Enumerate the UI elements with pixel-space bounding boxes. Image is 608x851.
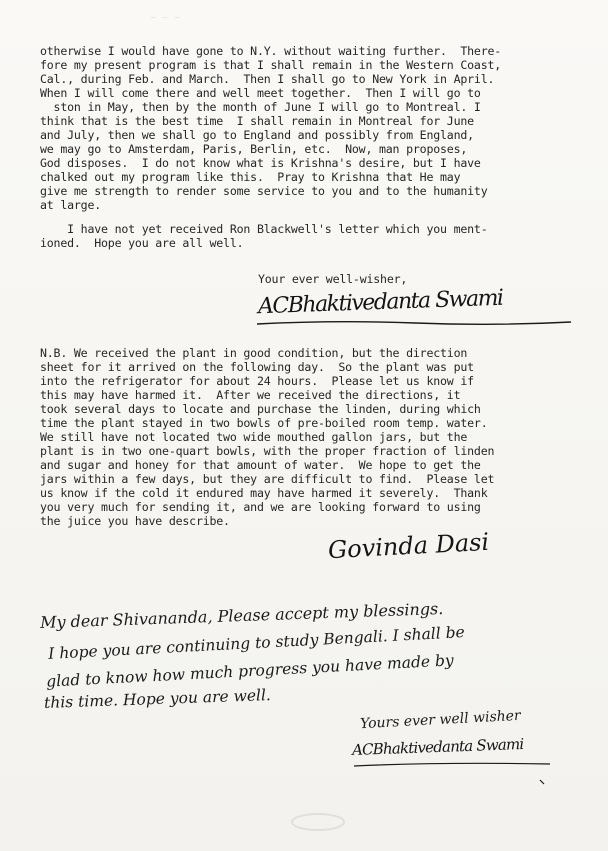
text-line: and July, then we shall go to England and possibly from England, <box>40 128 474 142</box>
handwritten-line: I hope you are continuing to study Bengali. I shall be <box>47 623 466 663</box>
text-line: you very much for sending it, and we are looking forward to using <box>40 500 481 514</box>
text-line: and sugar and honey for that amount of water. We hope to get the <box>40 458 481 472</box>
closing-salutation: Your ever well-wisher, <box>258 272 408 286</box>
signature-bhaktivedanta-handwritten: ACBhaktivedanta Swami <box>351 735 524 759</box>
text-line: at large. <box>40 198 102 212</box>
text-line: we may go to Amsterdam, Paris, Berlin, etc. Now, man proposes, <box>40 142 468 156</box>
text-line: chalked out my program like this. Pray to Krishna that He may <box>40 170 461 184</box>
text-line: fore my present program is that I shall remain in the Western Coast, <box>40 58 502 72</box>
text-line: think that is the best time I shall remain in Montreal for June <box>40 114 474 128</box>
text-line: Cal., during Feb. and March. Then I shall go to New York in April. <box>40 72 495 86</box>
text-line: sheet for it arrived on the following day. So the plant was put <box>40 360 474 374</box>
signature-govinda-dasi: Govinda Dasi <box>327 527 490 565</box>
text-line: this may have harmed it. After we received the directions, it <box>40 388 461 402</box>
handwritten-line: glad to know how much progress you have made by <box>45 651 455 691</box>
watermark-mark <box>288 810 348 834</box>
handwritten-closing: Yours ever well wisher <box>359 707 522 733</box>
signature-flourish <box>350 758 570 788</box>
text-line: ston in May, then by the month of June I will go to Montreal. I <box>40 100 481 114</box>
text-line: give me strength to render some service to you and to the humanity <box>40 184 488 198</box>
text-line: God disposes. I do not know what is Krishna's desire, but I have <box>40 156 481 170</box>
text-line: plant is in two one-quart bowls, with the proper fraction of linden <box>40 444 495 458</box>
text-line: I have not yet received Ron Blackwell's letter which you ment- <box>40 222 488 236</box>
bleed-through-text: ~ ~ ~ <box>150 14 181 25</box>
signature-bhaktivedanta: ACBhaktivedanta Swami <box>257 285 503 320</box>
text-line: We still have not located two wide mouthed gallon jars, but the <box>40 430 468 444</box>
text-line: us know if the cold it endured may have harmed it severely. Thank <box>40 486 488 500</box>
handwritten-line: this time. Hope you are well. <box>43 686 272 712</box>
text-line: When I will come there and well meet together. Then I will go to <box>40 86 481 100</box>
text-line: jars within a few days, but they are difficult to find. Please let <box>40 472 495 486</box>
text-line: time the plant stayed in two bowls of pre-boiled room temp. water. <box>40 416 488 430</box>
text-line: otherwise I would have gone to N.Y. without waiting further. There- <box>40 44 502 58</box>
text-line: took several days to locate and purchase the linden, during which <box>40 402 481 416</box>
text-line: ioned. Hope you are all well. <box>40 236 244 250</box>
text-line: the juice you have describe. <box>40 514 230 528</box>
handwritten-line: My dear Shivananda, Please accept my blessings. <box>39 598 444 633</box>
text-line: into the refrigerator for about 24 hours. Please let us know if <box>40 374 474 388</box>
text-line: N.B. We received the plant in good condition, but the direction <box>40 346 468 360</box>
signature-underline <box>255 318 575 328</box>
